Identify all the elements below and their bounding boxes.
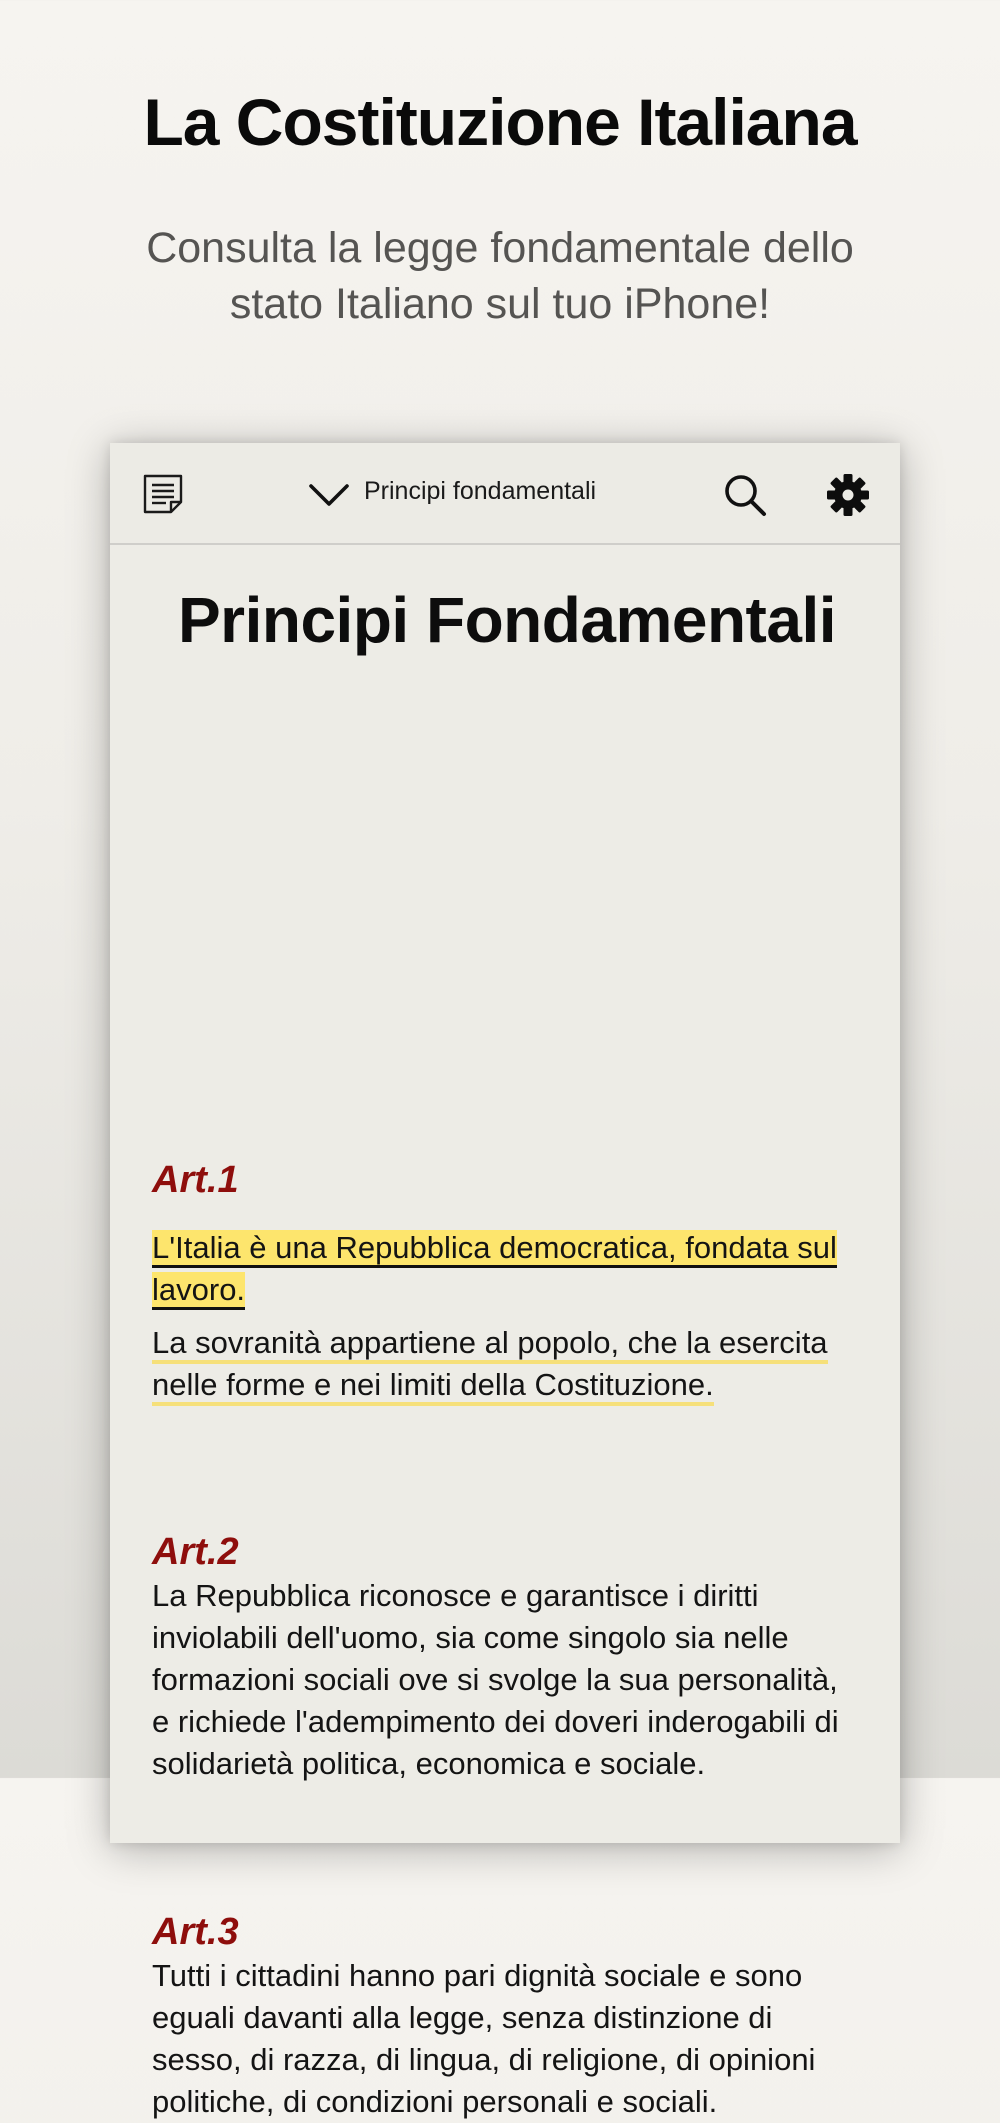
toolbar <box>110 443 900 545</box>
article-heading: Art.1 <box>152 1159 239 1201</box>
chevron-down-icon[interactable] <box>308 483 350 507</box>
article-heading: Art.2 <box>152 1531 239 1573</box>
gear-icon[interactable] <box>826 473 870 517</box>
underlined-text[interactable]: La sovranità appartiene al popolo, che la esercita nelle forme e nei limiti della Costituzione. <box>152 1325 828 1406</box>
app-screen <box>110 443 900 2119</box>
hero-subtitle: Consulta la legge fondamentale dello stato Italiano sul tuo iPhone! <box>146 224 854 328</box>
search-icon[interactable] <box>723 473 767 517</box>
article-paragraph[interactable]: La Repubblica riconosce e garantisce i diritti inviolabili dell'uomo, sia come singolo sia nelle formazioni sociali ove si svolge la sua personalità, e richiede l'adempimento dei doveri inderogabili di solidarietà politica, economica e sociale. <box>152 1578 839 1781</box>
section-selector[interactable]: Principi fondamentali <box>364 477 597 505</box>
article-paragraph[interactable] <box>152 1227 862 1311</box>
hero-title: La Costituzione Italiana <box>143 85 857 159</box>
article-paragraph[interactable]: Tutti i cittadini hanno pari dignità sociale e sono eguali davanti alla legge, senza distinzione di sesso, di razza, di lingua, di religione, di opinioni politiche, di condizioni personali e sociali. <box>152 1958 816 2119</box>
highlighted-text[interactable]: L'Italia è una Repubblica democratica, fondata sul lavoro. <box>152 1230 837 1310</box>
article-paragraph[interactable] <box>152 1322 862 1406</box>
page-title: Principi Fondamentali <box>177 584 837 656</box>
notes-icon[interactable] <box>142 473 186 517</box>
article-heading: Art.3 <box>152 1911 239 1953</box>
